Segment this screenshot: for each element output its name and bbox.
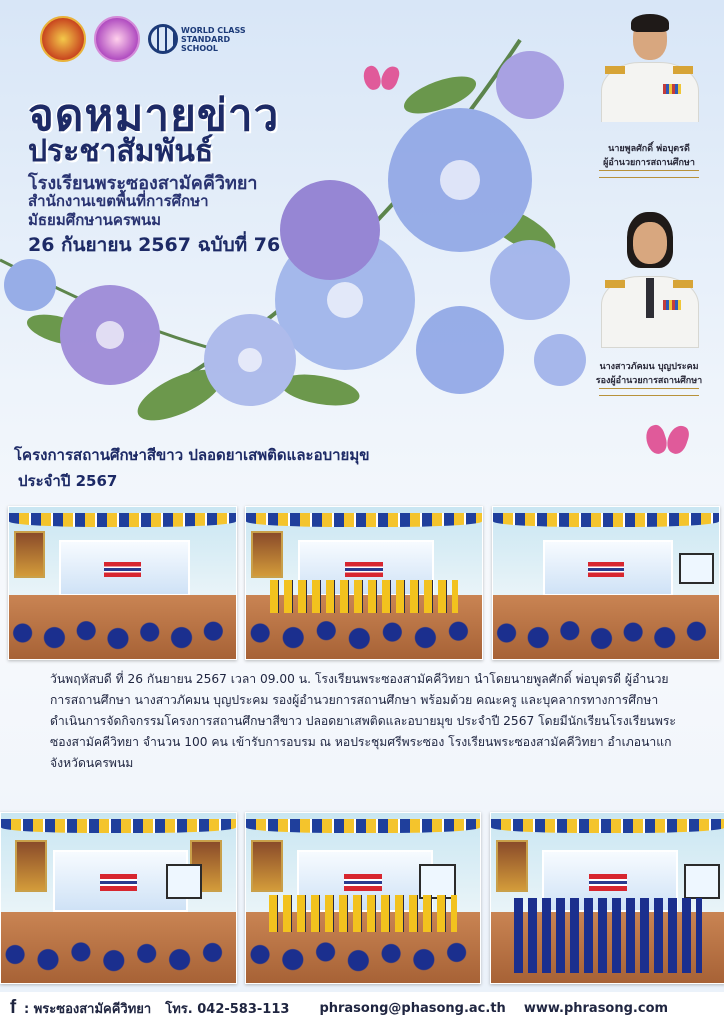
facebook-icon[interactable]: f — [9, 997, 17, 1018]
project-heading — [14, 442, 434, 494]
director-role: ผู้อำนวยการสถานศึกษา — [603, 158, 695, 168]
director-name: นายพูลศักดิ์ พ่อบุตรดี — [608, 144, 690, 154]
website-link[interactable]: www.phrasong.com — [523, 1000, 669, 1016]
office-name — [28, 192, 209, 230]
facebook-page[interactable]: : พระซองสามัคคีวิทยา — [24, 1001, 152, 1017]
event-photo — [245, 812, 481, 984]
event-photo — [490, 812, 724, 984]
article-body: วันพฤหัสบดี ที่ 26 กันยายน 2567 เวลา 09.00 น. โรงเรียนพระซองสามัคคีวิทยา นำโดยนายพูลศักดิ์ พ่อบุตรดี ผู้อำนวยการสถานศึกษา นางสาวภัคมน บุญประคม รองผู้อำนวยการสถานศึกษา พร้อมด้วย คณะครู และบุคลากรทางการศึกษา ดำเนินการจัดกิจกรรมโครงการสถานศึกษาสีขาว ปลอดยาเสพติดและอบายมุข ประจำปี 2567 โดยมีนักเรียนโรงเรียนพระซองสามัคคีวิทยา จำนวน 100 คน เข้ารับการอบรม ณ หอประชุมศรีพระซอง โรงเรียนพระซองสามัคคีวิทยา อำเภอนาแก จังหวัดนครพนม — [50, 672, 676, 770]
event-photo — [245, 506, 483, 660]
deputy-portrait-card — [585, 210, 713, 396]
gold-divider — [599, 170, 699, 178]
event-photo — [492, 506, 720, 660]
butterfly-icon — [364, 66, 398, 94]
school-name: โรงเรียนพระซองสามัคคีวิทยา — [28, 173, 258, 194]
butterfly-icon — [647, 425, 688, 459]
world-class-label: WORLD CLASS STANDARD SCHOOL — [181, 25, 246, 53]
office-line-1: สำนักงานเขตพื้นที่การศึกษา — [28, 192, 209, 210]
office-line-2: มัธยมศึกษานครพนม — [28, 211, 162, 229]
director-portrait-card — [585, 12, 713, 178]
newsletter-title: จดหมายข่าว — [28, 90, 280, 141]
issue-date: 26 กันยายน 2567 ฉบับที่ 76 — [28, 234, 281, 256]
newsletter-subtitle: ประชาสัมพันธ์ — [28, 134, 214, 169]
email-address[interactable]: phrasong@phasong.ac.th — [319, 1000, 506, 1016]
event-photo — [0, 812, 237, 984]
deputy-name: นางสาวภัคมน บุญประคม — [599, 362, 699, 372]
footer-contact-bar — [0, 992, 724, 1024]
director-photo — [591, 12, 707, 122]
phone-number: โทร. 042-583-113 — [165, 1001, 290, 1017]
deputy-photo — [591, 210, 707, 350]
gold-divider — [599, 388, 699, 396]
project-heading-line-1: โครงการสถานศึกษาสีขาว ปลอดยาเสพติดและอบายมุข — [14, 446, 370, 464]
deputy-role: รองผู้อำนวยการสถานศึกษา — [595, 376, 703, 386]
event-photo — [8, 506, 237, 660]
project-heading-line-2: ประจำปี 2567 — [18, 472, 118, 490]
